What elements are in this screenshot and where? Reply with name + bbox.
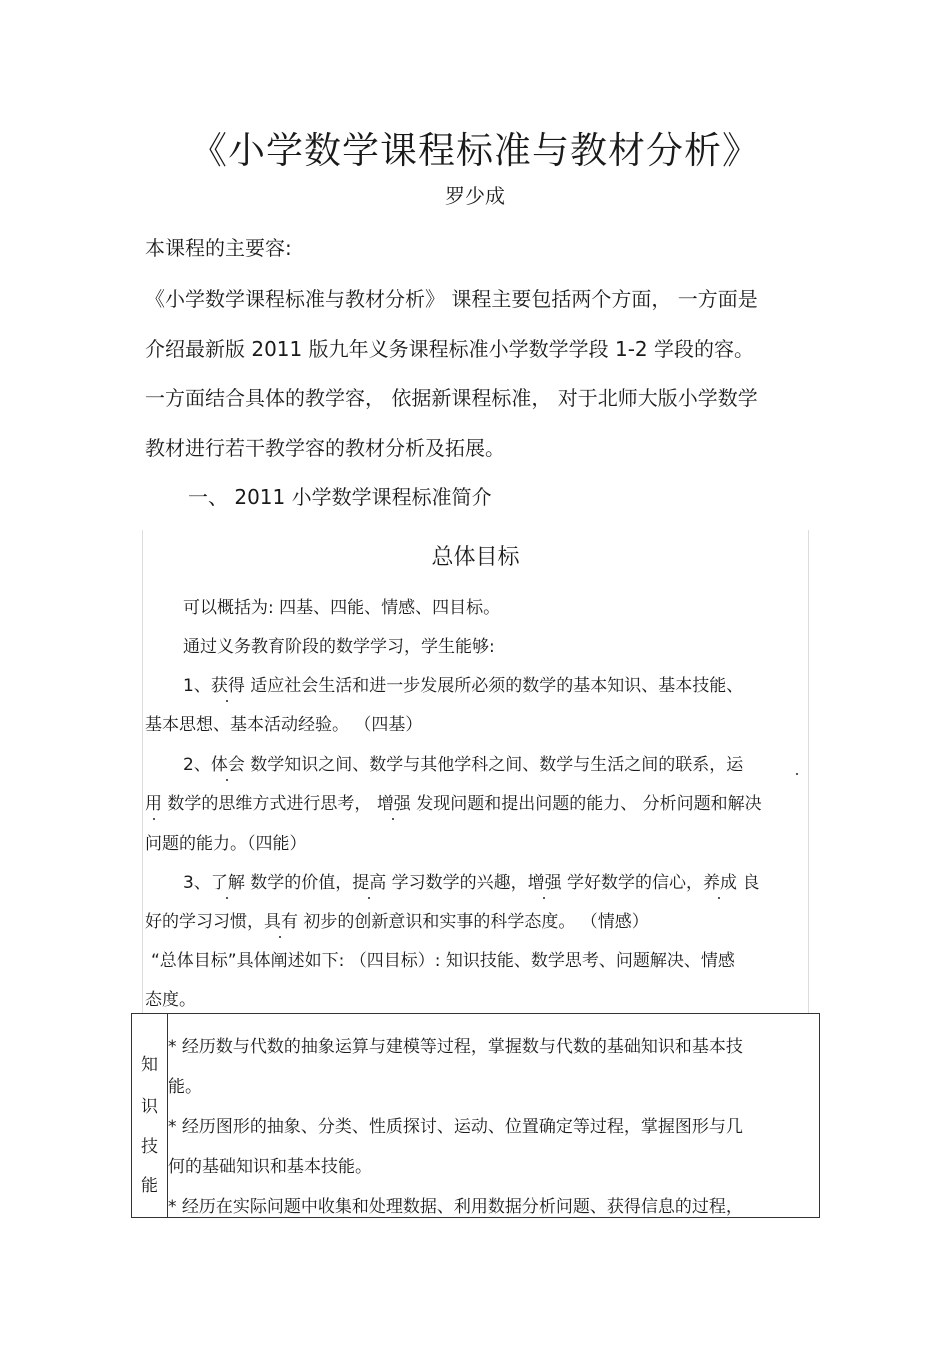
goals-detail-cont: 态度。 bbox=[145, 990, 196, 1010]
item-text: 发现问题和提出问题的能力、 分析问题和解决 bbox=[410, 794, 762, 814]
document-title: 《小学数学课程标准与教材分析》 bbox=[190, 129, 760, 172]
goal-item-1 bbox=[183, 671, 743, 696]
category-char: 识 bbox=[141, 1097, 158, 1117]
goal-item-3 bbox=[183, 868, 759, 893]
table-row: * 经历图形的抽象、分类、性质探讨、运动、位置确定等过程，掌握图形与几 bbox=[168, 1117, 743, 1137]
item-text: 良 bbox=[737, 873, 760, 893]
overall-goals-box bbox=[142, 530, 809, 1014]
emphasis-verb: 增强 bbox=[528, 868, 562, 893]
item-text: 学好数学的信心， bbox=[561, 873, 704, 893]
goals-lead: 通过义务教育阶段的数学学习，学生能够: bbox=[183, 637, 495, 657]
item-text: 数学知识之间、数学与其他学科之间、数学与生活之间的联系，运 bbox=[244, 755, 744, 775]
stray-dot bbox=[796, 773, 798, 775]
goals-summary: 可以概括为: 四基、四能、情感、四目标。 bbox=[183, 598, 501, 618]
item-number: 1、 bbox=[183, 676, 211, 696]
emphasis-verb: 具有 bbox=[264, 907, 298, 932]
table-row: * 经历数与代数的抽象运算与建模等过程，掌握数与代数的基础知识和基本技 bbox=[168, 1037, 743, 1057]
item-number: 2、 bbox=[183, 755, 211, 775]
table-row: 能。 bbox=[168, 1077, 202, 1097]
table-row: * 经历在实际问题中收集和处理数据、利用数据分析问题、获得信息的过程， bbox=[168, 1197, 743, 1217]
item-text: 数学的价值， bbox=[244, 873, 353, 893]
category-char: 知 bbox=[141, 1055, 158, 1075]
intro-line: 介绍最新版 2011 版九年义务课程标准小学数学学段 1-2 学段的容。 bbox=[145, 337, 754, 361]
item-text: 好的学习习惯， bbox=[145, 912, 264, 932]
emphasis-verb: 养成 bbox=[703, 868, 737, 893]
item-text: 学习数学的兴趣， bbox=[386, 873, 528, 893]
intro-line: 《小学数学课程标准与教材分析》 课程主要包括两个方面， 一方面是 bbox=[145, 287, 758, 311]
category-char: 能 bbox=[141, 1176, 158, 1196]
box-title: 总体目标 bbox=[431, 545, 520, 570]
emphasis-verb: 获得 bbox=[211, 671, 245, 696]
item-number: 3、 bbox=[183, 873, 211, 893]
emphasis-verb: 增强 bbox=[377, 789, 411, 814]
intro-line: 一方面结合具体的教学容， 依据新课程标准， 对于北师大版小学数学 bbox=[145, 386, 758, 410]
intro-heading: 本课程的主要容: bbox=[145, 236, 292, 260]
emphasis-verb: 用 bbox=[145, 789, 162, 814]
table-row: 何的基础知识和基本技能。 bbox=[168, 1157, 372, 1177]
goal-item-3-cont bbox=[145, 907, 649, 932]
category-char: 技 bbox=[141, 1137, 158, 1157]
goal-item-2 bbox=[183, 750, 743, 775]
section-heading: 一、 2011 小学数学课程标准简介 bbox=[188, 485, 492, 509]
goals-detail: “总体目标”具体阐述如下: （四目标）: 知识技能、数学思考、问题解决、情感 bbox=[151, 951, 735, 971]
author-name: 罗少成 bbox=[445, 184, 505, 208]
knowledge-skills-table bbox=[131, 1013, 820, 1218]
goal-item-1-cont: 基本思想、基本活动经验。 （四基） bbox=[145, 715, 423, 735]
goal-item-2-cont bbox=[145, 789, 762, 814]
item-text: 适应社会生活和进一步发展所必须的数学的基本知识、基本技能、 bbox=[244, 676, 744, 696]
item-text: 初步的创新意识和实事的科学态度。 （情感） bbox=[298, 912, 649, 932]
emphasis-verb: 了解 bbox=[211, 868, 245, 893]
goal-item-2-cont: 问题的能力。（四能） bbox=[145, 834, 307, 854]
item-text: 数学的思维方式进行思考， bbox=[162, 794, 377, 814]
emphasis-verb: 体会 bbox=[211, 750, 245, 775]
intro-line: 教材进行若干教学容的教材分析及拓展。 bbox=[145, 436, 505, 460]
emphasis-verb: 提高 bbox=[352, 868, 386, 893]
